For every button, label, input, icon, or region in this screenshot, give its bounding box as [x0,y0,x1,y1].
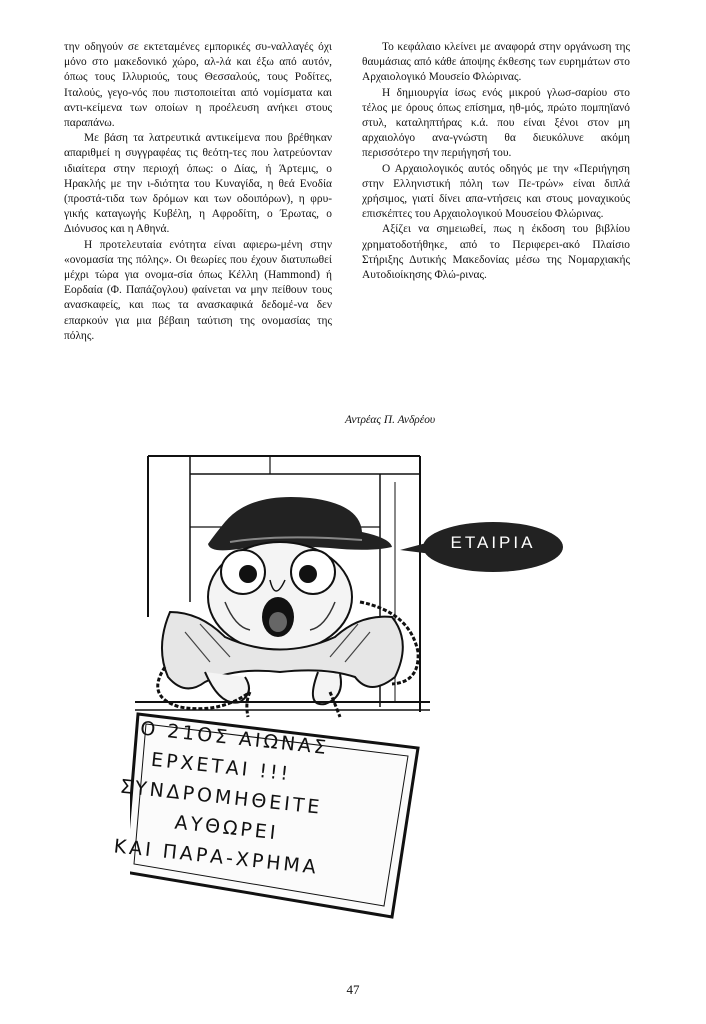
author-signature: Αντρέας Π. Ανδρέου [345,414,436,426]
paragraph: την οδηγούν σε εκτεταμένες εμπορικές συ-ναλλαγές όχι μόνο στο μακεδονικό χώρο, αλ-λά και έξω από αυτόν, όπως τους Ιλλυριούς, τους Θεσσαλούς, τους Ροδίτες, Ιταλούς, γεγο-νός που πιστοποιείται από νομίσματα και αντι-κείμενα των οποίων η προέλευση ανήκει στους παραπάνω. [64,41,332,130]
paragraph: Η δημιουργία ίσως ενός μικρού γλωσ-σαρίου στο τέλος με όρους όπως επίσημα, ηθ-μός, πρώτο πομπηϊανό στυλ, καταληπτήρας κ.ά. που είναι ξένοι στον μη αρχαιολόγο ανα-γνώστη θα διευκόλυνε ακόμη περισσότερο την περιήγησή του. [362,86,630,160]
sign-line: ΚΑΙ ΠΑΡΑ-ΧΡΗΜΑ [112,835,320,879]
page-number: 47 [346,982,360,997]
paragraph: Η προτελευταία ενότητα είναι αφιερω-μένη στην «ονομασία της πόλης». Οι θεωρίες που έχουν διατυπωθεί μέχρι τώρα για ονομα-σία όπως Κέλλη (Hammond) ή Εορδαία (Φ. Παπάζογλου) φαίνεται να μην πείθουν τους ανασκαφείς, και πως τα ανασκαφικά δεδομέ-να δεν επαρκούν για μια βέβαιη ταύτιση της ονομασίας της πόλης. [64,238,332,342]
sign-line: ΕΡΧΕΤΑΙ !!! [149,748,293,786]
hat [208,497,392,550]
right-column [362,40,630,283]
speech-bubble-text: ΕΤΑΙΡΙΑ [450,533,536,552]
sign-text [112,712,406,890]
head [208,542,352,652]
paragraph: Ο Αρχαιολογικός αυτός οδηγός με την «Περιήγηση στην Ελληνιστική πόλη των Πε-τρών» είναι διπλά χρήσιμος, γιατί δίνει απα-ντήσεις και στους μοναχικούς επισκέπτες του Αρχαιολογικού Μουσείου Φλώρινας. [362,162,630,221]
left-column [64,40,332,344]
window-sill [135,702,430,710]
paragraph: Το κεφάλαιο κλείνει με αναφορά στην οργάνωση της θαυμάσιας από κάθε άποψης έκθεσης των ευρημάτων στο Αρχαιολογικό Μουσείο Φλώρινας. [362,41,630,84]
sign-line: ΣΥΝΔΡΟΜΗΘΕΙΤΕ [119,775,324,819]
paragraph: Με βάση τα λατρευτικά αντικείμενα που βρέθηκαν απαριθμεί η συγγραφέας τις θεότη-τες που λατρεύονταν ιδιαίτερα στην περιοχή όπως: ο Δίας, ή Άρτεμις, ο Ηρακλής με την ι-διότητα του Κυναγίδα, η θεά Ενοδία (προστά-τιδα των δρόμων και των οδοιπόρων), η φρυ-γικής καταγωγής Κυβέλη, η Αφροδίτη, ο Έρωτας, ο Διόνυσος και η Αθηνά. [64,132,332,236]
sign-line: Ο 21ΟΣ ΑΙΩΝΑΣ [139,717,330,760]
paragraph: Αξίζει να σημειωθεί, πως η έκδοση του βιβλίου χρηματοδοτήθηκε, από το Περιφερει-ακό Πλαίσιο Στήριξης Δυτικής Μακεδονίας μέσω της Νομαρχιακής Αυτοδιοίκησης Φλώ-ρινας. [362,223,630,282]
sign-line: ΑΥΘΩΡΕΙ [173,811,280,845]
